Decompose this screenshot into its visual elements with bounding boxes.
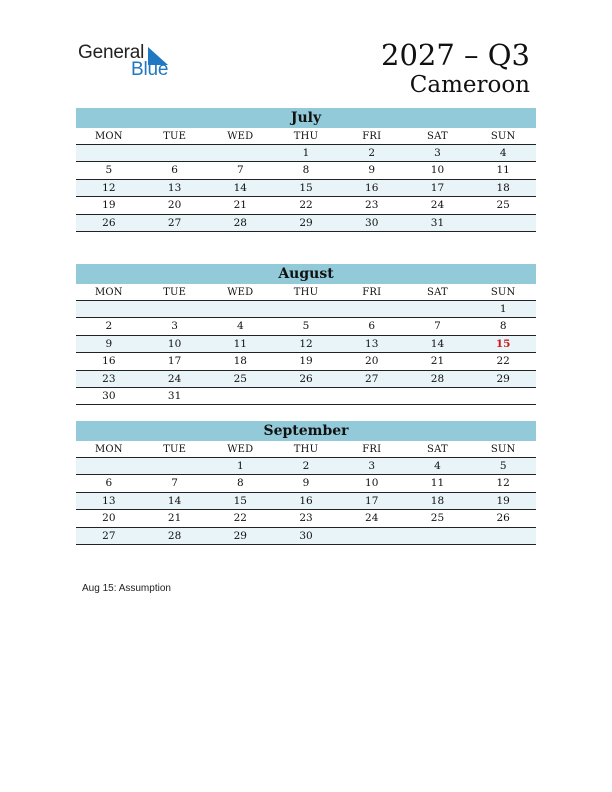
day-cell: 21: [167, 512, 182, 525]
week-row: [76, 388, 536, 405]
day-cell: [405, 388, 471, 404]
day-cell: 4: [499, 147, 507, 159]
week-row: [76, 197, 536, 214]
week-row: [76, 162, 536, 179]
day-cell: 23: [299, 512, 313, 525]
day-cell: 18: [233, 355, 247, 368]
day-cell: [207, 388, 273, 404]
day-cell: [142, 145, 208, 161]
weekday-label: THU: [293, 131, 319, 142]
page-title: 2027 – Q3: [381, 38, 530, 72]
week-row: [76, 510, 536, 527]
weekday-label: WED: [227, 287, 254, 298]
week-row: [76, 353, 536, 370]
day-cell: 30: [299, 529, 313, 542]
weekday-label: SUN: [490, 287, 516, 298]
day-cell: [339, 301, 405, 317]
day-cell: 8: [302, 164, 310, 177]
month-calendar-august: [76, 264, 536, 405]
day-cell: [76, 458, 142, 474]
day-cell: 7: [434, 320, 441, 333]
day-cell: 10: [167, 337, 182, 350]
day-cell: 17: [167, 355, 182, 368]
weekday-label: MON: [94, 444, 123, 455]
weekday-header-row: [76, 128, 536, 145]
week-row: [76, 528, 536, 545]
day-cell: 12: [299, 337, 313, 350]
day-cell: 31: [167, 389, 182, 402]
weekday-label: FRI: [362, 131, 382, 142]
day-cell: 24: [365, 512, 379, 525]
day-cell: 1: [499, 303, 507, 315]
day-cell: 8: [236, 477, 244, 490]
day-cell: 27: [102, 529, 116, 542]
day-cell: 23: [365, 199, 379, 212]
week-row: [76, 336, 536, 353]
day-cell: 21: [233, 199, 247, 212]
day-cell: 22: [299, 199, 313, 212]
day-cell: 7: [236, 164, 244, 177]
day-cell: 27: [365, 372, 379, 385]
day-cell: 23: [102, 372, 116, 385]
day-cell: 14: [430, 337, 445, 350]
day-cell: 21: [430, 355, 445, 368]
day-cell: [470, 388, 536, 404]
day-cell: 18: [496, 181, 510, 194]
day-cell: 26: [496, 512, 510, 525]
day-cell: 25: [430, 512, 445, 525]
weekday-label: THU: [293, 287, 319, 298]
day-cell: 1: [236, 460, 244, 472]
day-cell: 2: [368, 147, 376, 159]
month-name: September: [76, 421, 536, 441]
day-cell: 14: [167, 494, 182, 507]
weekday-label: TUE: [163, 287, 187, 298]
day-cell: [142, 458, 208, 474]
day-cell: [470, 528, 536, 544]
day-cell: 8: [499, 320, 507, 333]
day-cell: 9: [368, 164, 376, 177]
day-cell: 16: [365, 181, 379, 194]
logo-text-general: General: [78, 42, 145, 63]
weekday-label: WED: [227, 444, 254, 455]
day-cell: [207, 301, 273, 317]
weekday-label: TUE: [163, 131, 187, 142]
weekday-label: MON: [94, 287, 123, 298]
day-cell: 20: [365, 355, 379, 368]
weekday-label: SAT: [427, 131, 448, 142]
day-cell: 9: [105, 337, 113, 350]
day-cell: [339, 388, 405, 404]
day-cell: [207, 145, 273, 161]
day-cell: 6: [105, 477, 113, 490]
day-cell: 10: [365, 477, 379, 490]
day-cell: 20: [102, 512, 116, 525]
day-cell: 15: [299, 181, 313, 194]
week-row: [76, 493, 536, 510]
day-cell: 12: [102, 181, 116, 194]
day-cell: 19: [496, 494, 510, 507]
day-cell: 18: [430, 494, 445, 507]
week-row: [76, 215, 536, 232]
day-cell: [405, 301, 471, 317]
day-cell: [339, 528, 405, 544]
day-cell: 26: [299, 372, 313, 385]
day-cell: 22: [233, 512, 247, 525]
day-cell: 15: [233, 494, 247, 507]
day-cell: [273, 388, 339, 404]
weekday-label: SAT: [427, 287, 448, 298]
day-cell: 13: [102, 494, 116, 507]
day-cell: 4: [236, 320, 244, 333]
day-cell: 29: [496, 372, 510, 385]
day-cell: 13: [365, 337, 379, 350]
weekday-label: SUN: [490, 444, 516, 455]
country-name: Cameroon: [409, 72, 530, 98]
day-cell: 27: [167, 216, 182, 229]
day-cell: 6: [171, 164, 178, 177]
day-cell: 3: [434, 147, 441, 159]
holiday-day-cell: 15: [495, 337, 511, 350]
day-cell: 5: [499, 460, 507, 472]
logo-text-blue: Blue: [131, 59, 169, 80]
day-cell: 3: [171, 320, 178, 333]
day-cell: 31: [430, 216, 445, 229]
day-cell: [76, 301, 142, 317]
weekday-label: SAT: [427, 444, 448, 455]
month-calendar-september: [76, 421, 536, 545]
day-cell: 16: [102, 355, 116, 368]
day-cell: 12: [496, 477, 510, 490]
day-cell: 28: [430, 372, 445, 385]
day-cell: 13: [167, 181, 182, 194]
month-name: August: [76, 264, 536, 284]
day-cell: 30: [102, 389, 116, 402]
day-cell: 2: [302, 460, 310, 472]
day-cell: 11: [496, 164, 510, 177]
holiday-note: Aug 15: Assumption: [82, 583, 171, 594]
day-cell: 22: [496, 355, 510, 368]
logo: [78, 42, 178, 80]
week-row: [76, 145, 536, 162]
day-cell: [273, 301, 339, 317]
week-row: [76, 475, 536, 492]
day-cell: 28: [233, 216, 247, 229]
day-cell: [470, 215, 536, 231]
day-cell: 5: [105, 164, 113, 177]
weekday-header-row: [76, 284, 536, 301]
weekday-label: FRI: [362, 444, 382, 455]
week-row: [76, 371, 536, 388]
day-cell: 4: [434, 460, 441, 472]
day-cell: [76, 145, 142, 161]
weekday-label: WED: [227, 131, 254, 142]
weekday-label: TUE: [163, 444, 187, 455]
week-row: [76, 301, 536, 318]
day-cell: 19: [102, 199, 116, 212]
day-cell: 19: [299, 355, 313, 368]
day-cell: 14: [233, 181, 247, 194]
weekday-label: SUN: [490, 131, 516, 142]
day-cell: 25: [233, 372, 247, 385]
day-cell: 20: [167, 199, 182, 212]
day-cell: 7: [171, 477, 178, 490]
day-cell: 3: [368, 460, 376, 472]
day-cell: 6: [368, 320, 376, 333]
day-cell: 16: [299, 494, 313, 507]
day-cell: 24: [167, 372, 182, 385]
day-cell: [142, 301, 208, 317]
day-cell: 29: [233, 529, 247, 542]
day-cell: 2: [105, 320, 113, 333]
day-cell: 1: [302, 147, 310, 159]
day-cell: [405, 528, 471, 544]
day-cell: 24: [430, 199, 445, 212]
day-cell: 11: [430, 477, 445, 490]
day-cell: 30: [365, 216, 379, 229]
week-row: [76, 318, 536, 335]
week-row: [76, 458, 536, 475]
day-cell: 29: [299, 216, 313, 229]
day-cell: 28: [167, 529, 182, 542]
day-cell: 9: [302, 477, 310, 490]
day-cell: 17: [365, 494, 379, 507]
month-name: July: [76, 108, 536, 128]
day-cell: 17: [430, 181, 445, 194]
weekday-label: MON: [94, 131, 123, 142]
weekday-label: FRI: [362, 287, 382, 298]
month-calendar-july: [76, 108, 536, 232]
day-cell: 10: [430, 164, 445, 177]
day-cell: 5: [302, 320, 310, 333]
weekday-header-row: [76, 441, 536, 458]
day-cell: 26: [102, 216, 116, 229]
week-row: [76, 180, 536, 197]
day-cell: 11: [233, 337, 247, 350]
weekday-label: THU: [293, 444, 319, 455]
day-cell: 25: [496, 199, 510, 212]
